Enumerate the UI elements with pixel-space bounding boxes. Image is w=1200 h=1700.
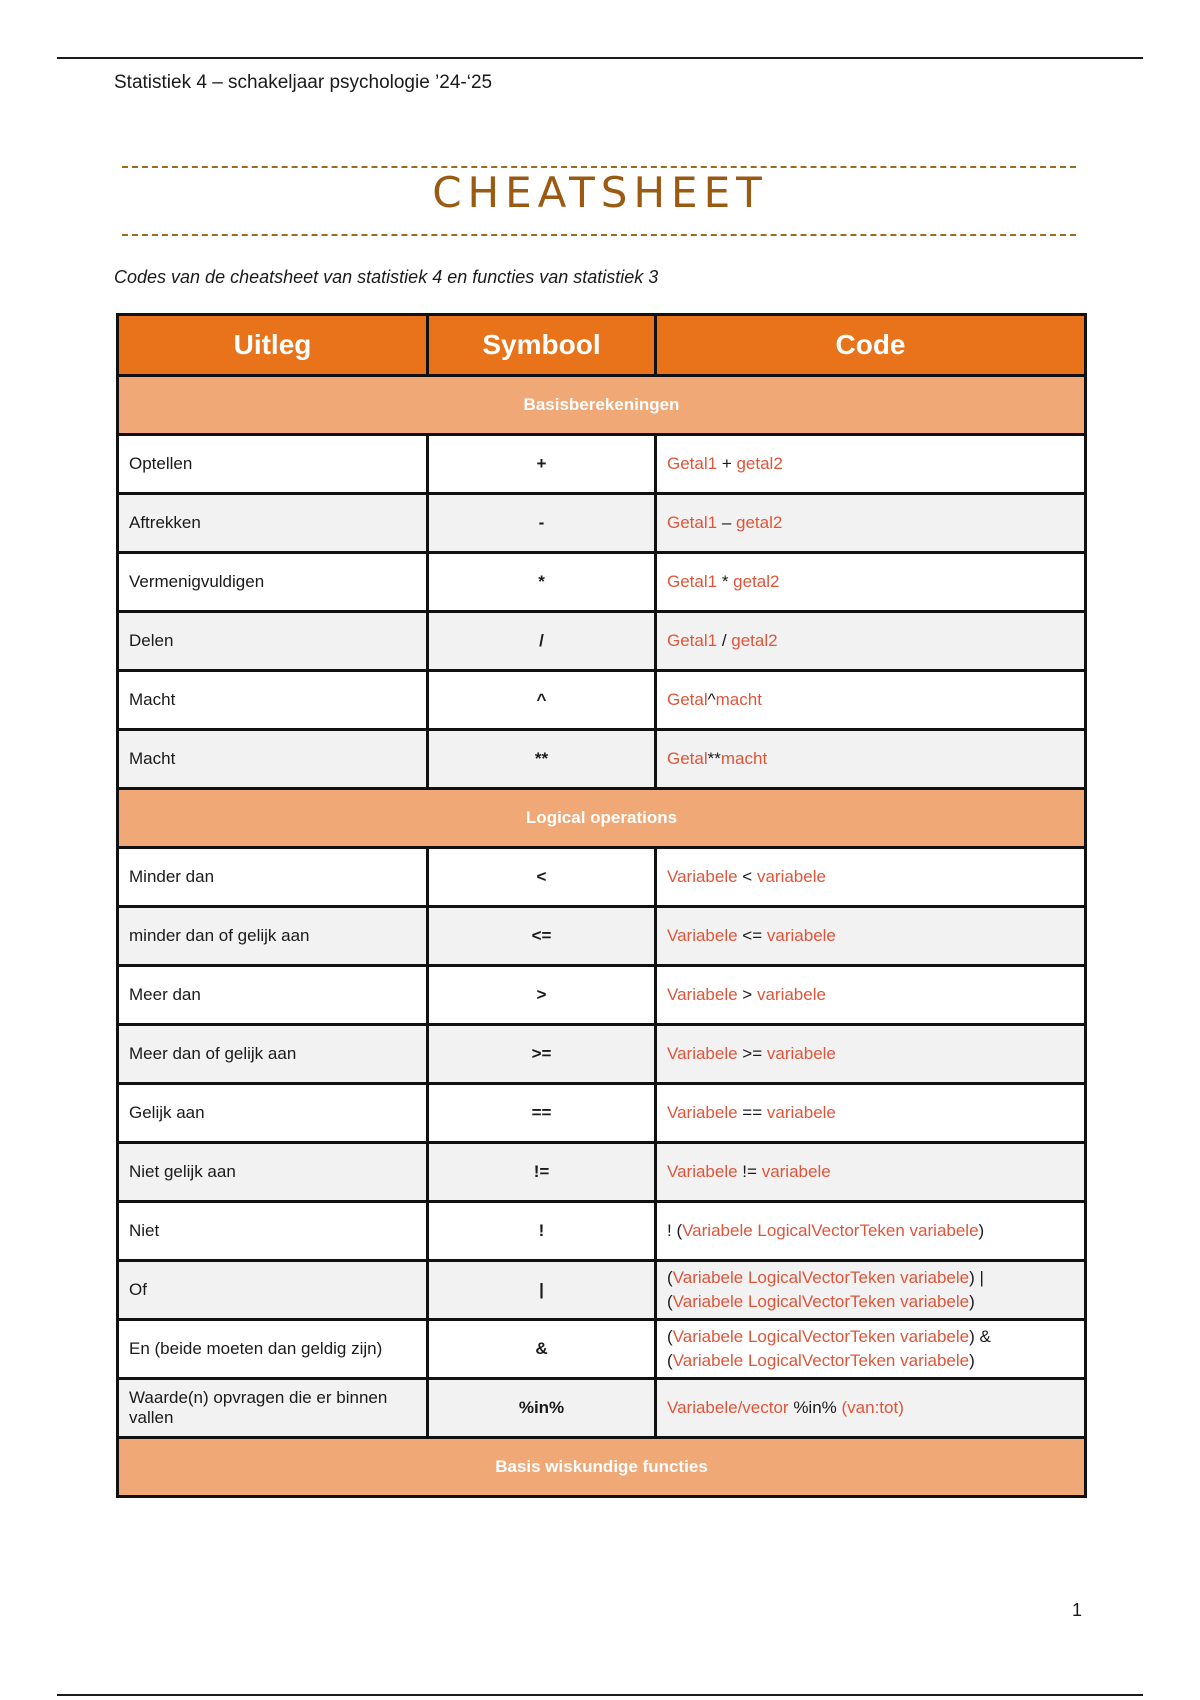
cell-code [656,1320,1086,1379]
cell-code [656,435,1086,494]
cell-code [656,907,1086,966]
cell-code [656,671,1086,730]
cell-uitleg: Niet [118,1202,428,1261]
code-argument: macht [720,749,768,768]
cell-symbool: <= [428,907,656,966]
code-argument: Variabele LogicalVectorTeken variabele [672,1327,970,1346]
cell-uitleg: Minder dan [118,848,428,907]
column-header-uitleg: Uitleg [118,315,428,376]
cell-uitleg: Meer dan [118,966,428,1025]
running-header: Statistiek 4 – schakeljaar psychologie ’24-‘25 [114,72,493,93]
code-argument: variabele [766,1103,836,1122]
code-operator: >= [737,1044,767,1063]
code-operator: ) [969,1292,975,1311]
cell-symbool: - [428,494,656,553]
section-title: Basis wiskundige functies [118,1438,1086,1497]
code-argument: variabele [761,1162,831,1181]
table-row [118,1261,1086,1320]
cheatsheet-table [116,313,1087,1498]
table-row [118,612,1086,671]
cell-uitleg: Optellen [118,435,428,494]
cell-symbool: + [428,435,656,494]
cell-code [656,553,1086,612]
cell-symbool: ** [428,730,656,789]
cell-code [656,1143,1086,1202]
cell-code [656,494,1086,553]
code-operator: ( [667,1351,673,1370]
top-rule [57,57,1143,59]
code-operator: != [737,1162,762,1181]
section-title: Basisberekeningen [118,376,1086,435]
intro-text: Codes van de cheatsheet van statistiek 4 en functies van statistiek 3 [114,267,659,287]
code-argument: Getal1 [667,572,718,591]
code-operator: %in% [788,1398,842,1417]
code-argument: Getal [667,749,708,768]
table-header-row [118,315,1086,376]
cell-uitleg: En (beide moeten dan geldig zijn) [118,1320,428,1379]
table-row [118,671,1086,730]
cell-uitleg: Delen [118,612,428,671]
cell-code [656,1025,1086,1084]
code-argument: Getal1 [667,454,718,473]
bottom-rule [57,1694,1143,1696]
code-operator: * [717,572,734,591]
cell-symbool: / [428,612,656,671]
table-row [118,553,1086,612]
cell-code [656,966,1086,1025]
code-argument: Variabele [667,1103,738,1122]
code-argument: Getal [667,690,708,709]
cell-symbool: != [428,1143,656,1202]
cell-uitleg: Aftrekken [118,494,428,553]
code-argument: macht [715,690,762,709]
table-row [118,848,1086,907]
code-argument: variabele [756,867,826,886]
code-argument: Variabele LogicalVectorTeken variabele [672,1351,970,1370]
code-argument: variabele [766,926,836,945]
cell-symbool: * [428,553,656,612]
code-argument: getal2 [736,513,783,532]
section-row [118,789,1086,848]
code-operator: ^ [707,690,716,709]
cell-symbool: & [428,1320,656,1379]
code-argument: variabele [766,1044,836,1063]
code-operator: ) | [969,1268,984,1287]
code-operator: ( [667,1327,673,1346]
code-operator: ) [978,1221,985,1240]
page-number: 1 [1072,1600,1083,1620]
code-operator: ** [707,749,721,768]
code-argument: getal2 [736,454,783,473]
code-argument: Variabele [667,1162,738,1181]
table-row [118,1025,1086,1084]
cell-symbool: ^ [428,671,656,730]
code-operator: ) & [969,1327,991,1346]
cell-uitleg: minder dan of gelijk aan [118,907,428,966]
table-row [118,730,1086,789]
code-operator: == [737,1103,767,1122]
cell-code [656,1202,1086,1261]
table-row [118,1320,1086,1379]
code-argument: getal2 [731,631,778,650]
code-argument: Variabele LogicalVectorTeken variabele [672,1268,970,1287]
table-row [118,1143,1086,1202]
code-argument: Variabele LogicalVectorTeken variabele [672,1292,970,1311]
table-row [118,1379,1086,1438]
code-operator: < [737,867,757,886]
table-row [118,907,1086,966]
section-title: Logical operations [118,789,1086,848]
title-dashed-rule-bottom [122,234,1076,236]
cell-symbool: | [428,1261,656,1320]
code-argument: (van:tot) [841,1398,904,1417]
section-row [118,376,1086,435]
table-row [118,966,1086,1025]
cell-uitleg: Of [118,1261,428,1320]
code-operator: ) [969,1351,975,1370]
cell-uitleg: Vermenigvuldigen [118,553,428,612]
table-row [118,494,1086,553]
code-argument: variabele [756,985,826,1004]
cell-symbool: >= [428,1025,656,1084]
cell-code [656,730,1086,789]
code-operator: > [737,985,757,1004]
cell-symbool: < [428,848,656,907]
cell-symbool: > [428,966,656,1025]
code-argument: Variabele [667,926,738,945]
cell-uitleg: Waarde(n) opvragen die er binnen vallen [118,1379,428,1438]
cell-uitleg: Macht [118,730,428,789]
code-operator: + [717,454,737,473]
column-header-symbool: Symbool [428,315,656,376]
code-argument: Variabele [667,867,738,886]
code-argument: Getal1 [667,631,718,650]
code-operator: ( [667,1292,673,1311]
table-row [118,1202,1086,1261]
cell-code [656,1261,1086,1320]
code-operator: – [717,513,736,532]
code-operator: ( [667,1268,673,1287]
cell-uitleg: Meer dan of gelijk aan [118,1025,428,1084]
code-argument: getal2 [733,572,780,591]
code-argument: Getal1 [667,513,718,532]
cell-uitleg: Gelijk aan [118,1084,428,1143]
table-body [118,376,1086,1497]
cell-uitleg: Niet gelijk aan [118,1143,428,1202]
code-operator: <= [737,926,767,945]
page-title: CHEATSHEET [432,168,768,217]
cell-symbool: ! [428,1202,656,1261]
code-operator: / [717,631,732,650]
cell-uitleg: Macht [118,671,428,730]
cell-code [656,848,1086,907]
cell-code [656,1379,1086,1438]
code-argument: Variabele [667,1044,738,1063]
code-argument: Variabele [667,985,738,1004]
section-row [118,1438,1086,1497]
code-argument: Variabele/vector [667,1398,789,1417]
cell-symbool: == [428,1084,656,1143]
table-row [118,435,1086,494]
code-argument: Variabele LogicalVectorTeken variabele [682,1221,979,1240]
cell-code [656,1084,1086,1143]
code-operator: ! ( [667,1221,683,1240]
table-row [118,1084,1086,1143]
cell-symbool: %in% [428,1379,656,1438]
cell-code [656,612,1086,671]
column-header-code: Code [656,315,1086,376]
